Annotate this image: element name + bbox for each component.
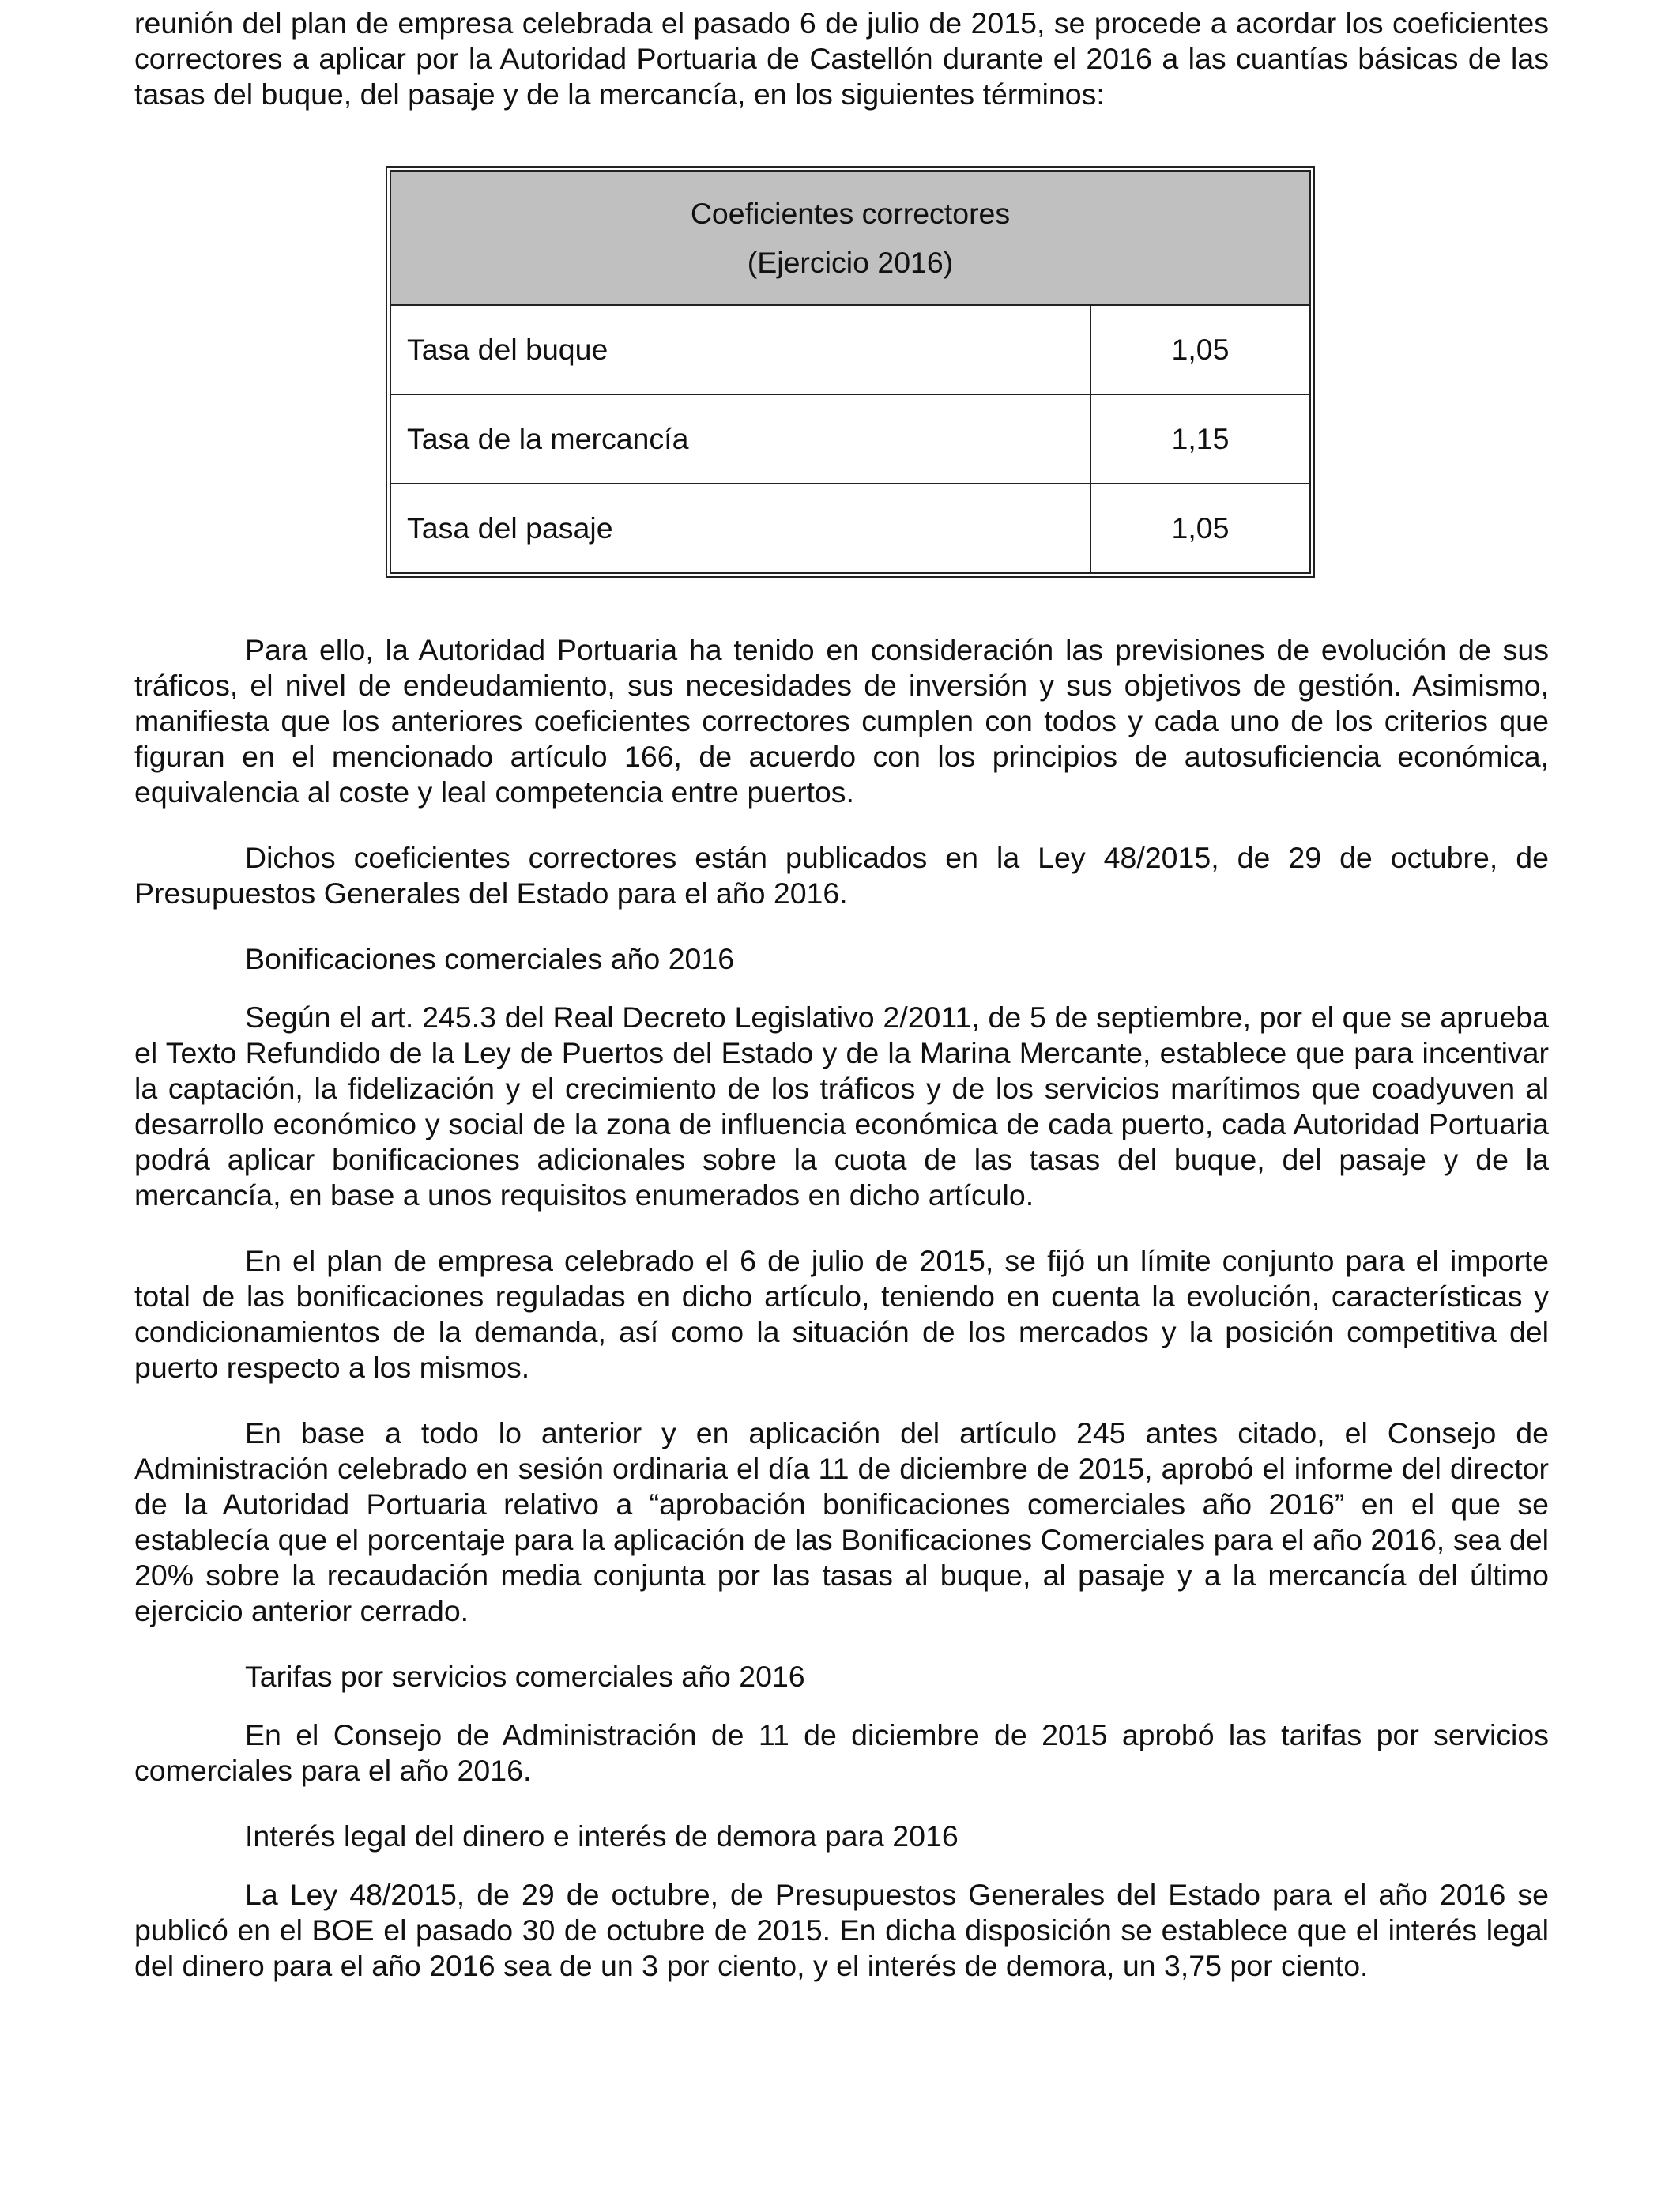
coefficients-table-frame	[386, 166, 1315, 578]
table-header-row	[390, 171, 1310, 305]
row-label-tasa-mercancia: Tasa de la mercancía	[390, 394, 1090, 484]
paragraph-considerations: Para ello, la Autoridad Portuaria ha tenido en consideración las previsiones de evolución de sus tráficos, el nivel de endeudamiento, sus necesidades de inversión y sus objetivos de gestión. Asimismo, manifiesta que los anteriores coeficientes correctores cumplen con todos y cada uno de los criterios que figuran en el mencionado artículo 166, de acuerdo con los principios de autosuficiencia económica, equivalencia al coste y leal competencia entre puertos.	[134, 633, 1549, 809]
body-text-block	[134, 632, 1549, 1984]
row-label-tasa-pasaje: Tasa del pasaje	[390, 484, 1090, 573]
row-value-tasa-pasaje: 1,05	[1090, 484, 1310, 573]
paragraph-publication: Dichos coeficientes correctores están publicados en la Ley 48/2015, de 29 de octubre, de Presupuestos Generales del Estado para el año 2016.	[134, 841, 1549, 910]
table-header-cell	[390, 171, 1310, 305]
row-value-tasa-buque: 1,05	[1090, 305, 1310, 394]
table-row	[390, 484, 1310, 573]
coefficients-table	[390, 170, 1311, 574]
table-row	[390, 394, 1310, 484]
heading-tarifas: Tarifas por servicios comerciales año 2016	[245, 1660, 805, 1693]
table-header-subtitle: (Ejercicio 2016)	[747, 246, 954, 279]
document-page	[134, 0, 1549, 1982]
paragraph-tarifas: En el Consejo de Administración de 11 de diciembre de 2015 aprobó las tarifas por servicios comerciales para el año 2016.	[134, 1718, 1549, 1787]
paragraph-consejo-bonificaciones: En base a todo lo anterior y en aplicación del artículo 245 antes citado, el Consejo de Administración celebrado en sesión ordinaria el día 11 de diciembre de 2015, aprobó el informe del director de la Autoridad Portuaria relativo a “aprobación bonificaciones comerciales año 2016” en el que se establecía que el porcentaje para la aplicación de las Bonificaciones Comerciales para el año 2016, sea del 20% sobre la recaudación media conjunta por las tasas al buque, al pasaje y a la mercancía del último ejercicio anterior cerrado.	[134, 1416, 1549, 1627]
row-value-tasa-mercancia: 1,15	[1090, 394, 1310, 484]
paragraph-art-245: Según el art. 245.3 del Real Decreto Legislativo 2/2011, de 5 de septiembre, por el que se aprueba el Texto Refundido de la Ley de Puertos del Estado y de la Marina Mercante, establece que para incentivar la captación, la fidelización y el crecimiento de los tráficos y de los servicios marítimos que coadyuven al desarrollo económico y social de la zona de influencia económica de cada puerto, cada Autoridad Portuaria podrá aplicar bonificaciones adicionales sobre la cuota de las tasas del buque, del pasaje y de la mercancía, en base a unos requisitos enumerados en dicho artículo.	[134, 1001, 1549, 1212]
paragraph-intro: reunión del plan de empresa celebrada el pasado 6 de julio de 2015, se procede a acordar los coeficientes correctores a aplicar por la Autoridad Portuaria de Castellón durante el 2016 a las cuantías básicas de las tasas del buque, del pasaje y de la mercancía, en los siguientes términos:	[134, 6, 1549, 111]
paragraph-interes-legal: La Ley 48/2015, de 29 de octubre, de Presupuestos Generales del Estado para el año 2016 se publicó en el BOE el pasado 30 de octubre de 2015. En dicha disposición se establece que el interés legal del dinero para el año 2016 sea de un 3 por ciento, y el interés de demora, un 3,75 por ciento.	[134, 1878, 1549, 1982]
table-row	[390, 305, 1310, 394]
row-label-tasa-buque: Tasa del buque	[390, 305, 1090, 394]
heading-interes-legal: Interés legal del dinero e interés de demora para 2016	[245, 1819, 959, 1853]
table-header-title: Coeficientes correctores	[690, 197, 1011, 230]
heading-bonificaciones: Bonificaciones comerciales año 2016	[245, 942, 735, 975]
paragraph-limite-conjunto: En el plan de empresa celebrado el 6 de julio de 2015, se fijó un límite conjunto para el importe total de las bonificaciones reguladas en dicho artículo, teniendo en cuenta la evolución, características y condicionamientos de la demanda, así como la situación de los mercados y la posición competitiva del puerto respecto a los mismos.	[134, 1244, 1549, 1384]
